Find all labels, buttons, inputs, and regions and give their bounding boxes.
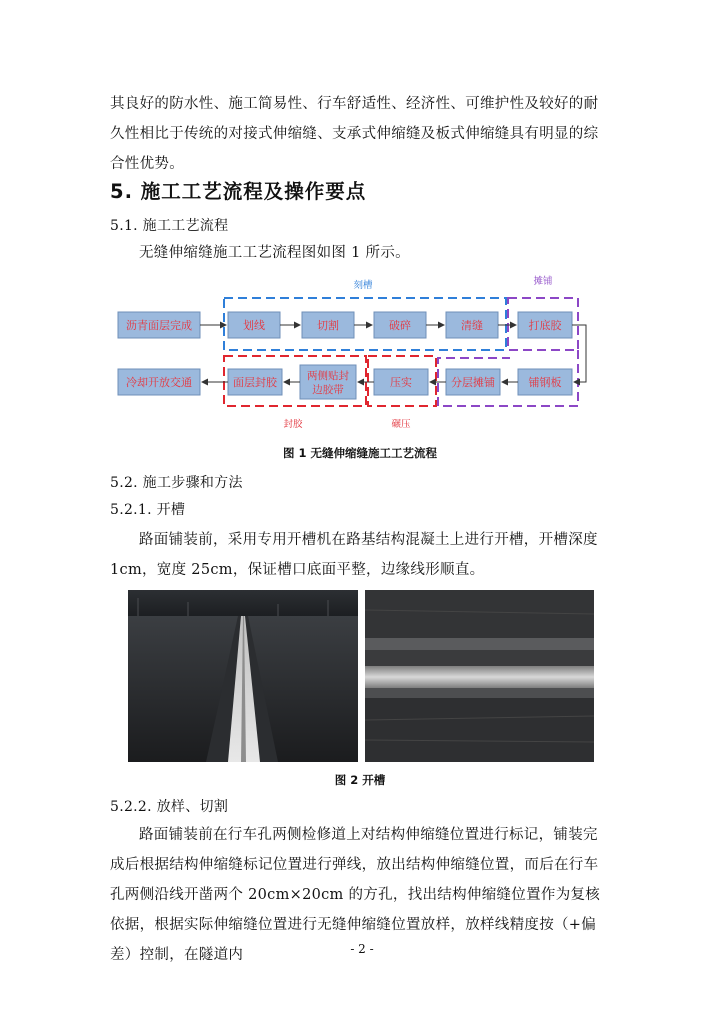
subsection-5-2-1-text: 路面铺装前，采用专用开槽机在路基结构混凝土上进行开槽，开槽深度 1cm，宽度 25cm，保证槽口底面平整，边缘线形顺直。 xyxy=(110,532,598,578)
subsection-5-2-2-title: 5.2.2. 放样、切割 xyxy=(110,799,229,815)
photo-groove-road xyxy=(128,590,358,762)
flow-node-bottom-2-label: 分层摊铺 xyxy=(451,376,495,389)
subsection-5-2-2-text: 路面铺装前在行车孔两侧检修道上对结构伸缩缝位置进行标记，铺装完成后根据结构伸缩缝标记位置进行弹线，放出结构伸缩缝位置，而后在行车孔两侧沿线开凿两个 20cm×20cm 的方孔，找出结构伸缩缝位置作为复核依据，根据实际伸缩缝位置进行无缝伸缩缝位置放样，放样线精度按（+偏差）控制，在隧道内 xyxy=(110,827,601,963)
flow-node-top-4-label: 清缝 xyxy=(461,319,483,332)
flow-node-end-label: 冷却开放交通 xyxy=(126,376,192,389)
group-label-tanpu: 摊铺 xyxy=(533,276,553,287)
group-label-fengjiao: 封胶 xyxy=(283,419,303,430)
flow-node-top-5-label: 打底胶 xyxy=(528,319,562,332)
flow-node-bottom-3-label: 压实 xyxy=(390,376,412,389)
flow-node-bottom-1-label: 铺钢板 xyxy=(528,376,562,389)
flow-node-start-label: 沥青面层完成 xyxy=(126,319,192,332)
figure-1-caption: 图 1 无缝伸缩缝施工工艺流程 xyxy=(282,446,437,460)
group-label-nianya: 碾压 xyxy=(391,419,411,430)
subsection-5-2-title: 5.2. 施工步骤和方法 xyxy=(110,475,243,491)
flow-node-bottom-4-label-line2: 边胶带 xyxy=(312,384,344,396)
flow-node-top-3-label: 破碎 xyxy=(389,319,411,332)
photo-groove-closeup xyxy=(365,590,594,762)
section-title: 5. 施工工艺流程及操作要点 xyxy=(110,180,367,203)
flow-node-bottom-5-label: 面层封胶 xyxy=(233,376,277,389)
flow-node-top-2-label: 切割 xyxy=(317,319,339,332)
page-number: - 2 - xyxy=(350,942,374,956)
process-flowchart xyxy=(110,268,600,440)
figure-2-caption: 图 2 开槽 xyxy=(334,773,386,787)
subsection-5-1-text: 无缝伸缩缝施工工艺流程图如图 1 所示。 xyxy=(139,245,410,261)
flow-node-bottom-4-label-line1: 两侧贴封 xyxy=(307,370,349,382)
flow-node-top-1-label: 划线 xyxy=(243,319,265,332)
subsection-5-1-title: 5.1. 施工工艺流程 xyxy=(110,218,229,234)
intro-paragraph: 其良好的防水性、施工简易性、行车舒适性、经济性、可维护性及较好的耐久性相比于传统的对接式伸缩缝、支承式伸缩缝及板式伸缩缝具有明显的综合性优势。 xyxy=(110,96,599,172)
group-label-kecao: 刻槽 xyxy=(353,280,373,291)
subsection-5-2-1-title: 5.2.1. 开槽 xyxy=(110,502,186,518)
